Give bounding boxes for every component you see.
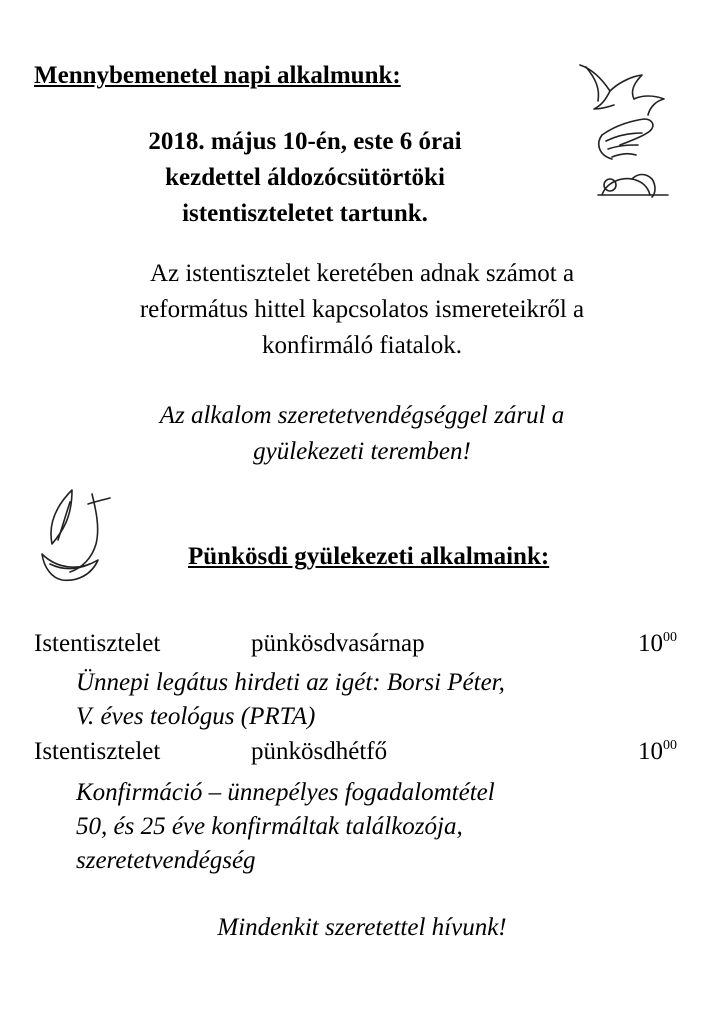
event-day: pünkösdvasárnap [251, 630, 425, 657]
section2-heading: Pünkösdi gyülekezeti alkalmaink: [188, 543, 550, 570]
leaf-flame-monogram-icon [32, 484, 122, 594]
event-name: Istentisztelet [34, 630, 161, 657]
event-detail-line: 50, és 25 éve konfirmáltak találkozója, [76, 813, 463, 840]
event-day: pünkösdhétfő [251, 738, 388, 765]
description-text [20, 256, 704, 364]
description-line: Az istentisztelet keretében adnak számot a [149, 260, 575, 287]
announcement-line: istentiszteletet tartunk. [182, 200, 428, 227]
closing-line: gyülekezeti teremben! [253, 438, 471, 465]
closing-line: Az alkalom szeretetvendégséggel zárul a [159, 402, 565, 429]
closing-text [20, 398, 704, 470]
event-time-hour: 10 [638, 630, 663, 657]
event-name: Istentisztelet [34, 738, 161, 765]
dove-hand-illustration-icon [572, 55, 682, 205]
event-time-minutes: 00 [663, 738, 677, 753]
description-line: református hittel kapcsolatos ismereteikről a [139, 296, 585, 323]
announcement-line: 2018. május 10-én, este 6 órai [148, 128, 462, 155]
event-details [76, 776, 495, 878]
event-time-minutes: 00 [663, 630, 677, 645]
event-detail-line: szeretetvendégség [76, 847, 256, 874]
announcement-line: kezdettel áldozócsütörtöki [165, 164, 445, 191]
event-time [638, 738, 677, 766]
event-detail-line: Konfirmáció – ünnepélyes fogadalomtétel [76, 779, 495, 806]
section1-heading: Mennybemenetel napi alkalmunk: [34, 62, 401, 89]
description-line: konfirmáló fiatalok. [262, 332, 462, 359]
event-detail-line: V. éves teológus (PRTA) [76, 703, 316, 730]
event-time-hour: 10 [638, 738, 663, 765]
footer-invitation: Mindenkit szeretettel hívunk! [217, 914, 507, 941]
event-time [638, 630, 677, 658]
event-detail-line: Ünnepi legátus hirdeti az igét: Borsi Péter, [76, 669, 505, 696]
event-details [76, 666, 505, 734]
announcement-text [40, 124, 570, 232]
